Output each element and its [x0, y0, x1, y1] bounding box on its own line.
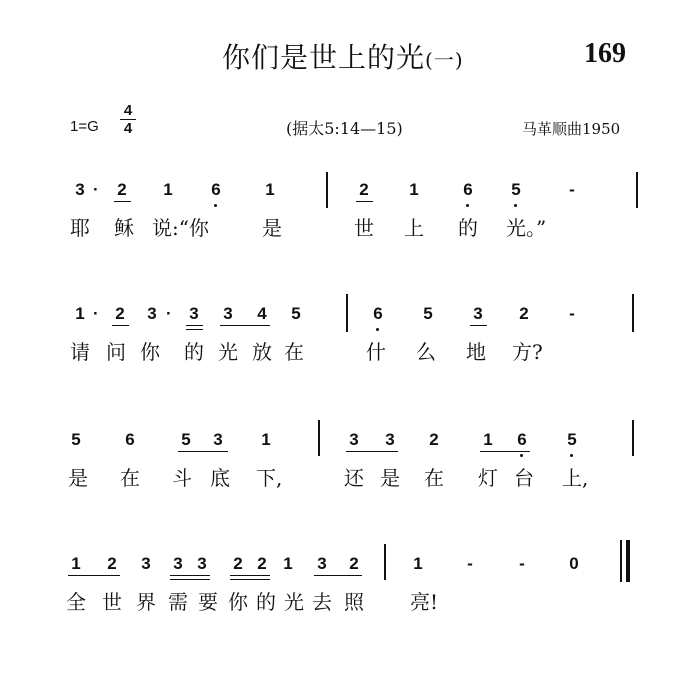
note: 3: [223, 304, 233, 323]
lyric: 斗: [172, 466, 192, 490]
final-bar-thin: [620, 540, 622, 582]
lyric: 还: [344, 466, 364, 490]
dot-augmentation: ·: [93, 180, 99, 199]
note: 6: [125, 430, 135, 449]
lyric: 的: [458, 216, 478, 240]
lyric: 光: [284, 590, 304, 614]
scripture-reference: (据太5:14—15): [286, 119, 403, 138]
bar-line: [326, 172, 328, 208]
bar-line: [318, 420, 320, 456]
underline: [480, 451, 530, 452]
note: 3: [141, 554, 151, 573]
note: 2: [117, 180, 127, 199]
note: 5: [567, 430, 577, 449]
lyric: 在: [284, 340, 304, 364]
underline: [178, 451, 228, 452]
lyric: 底: [210, 466, 230, 490]
dot-augmentation: ·: [166, 304, 172, 323]
lyric: 去: [312, 590, 332, 614]
underline: [220, 325, 270, 326]
lyric: 说:“你: [152, 216, 209, 240]
lyric: 问: [106, 340, 126, 364]
page-title: 你们是世上的光(一): [222, 41, 464, 74]
bar-line: [636, 172, 638, 208]
bar-line: [632, 294, 634, 332]
underline: [186, 325, 203, 326]
note: 2: [233, 554, 243, 573]
dash: -: [519, 554, 525, 573]
note: 0: [569, 554, 579, 573]
lyric: 地: [466, 340, 486, 364]
note: 6: [463, 180, 473, 199]
note: 5: [423, 304, 433, 323]
dash: -: [569, 180, 575, 199]
lyric: 台: [514, 466, 534, 490]
note: 3: [75, 180, 85, 199]
lyric: 照: [344, 590, 364, 614]
lyric: 方?: [512, 340, 543, 364]
lyric: 亮!: [410, 590, 439, 614]
lyric: 耶: [70, 216, 90, 240]
title-suffix: (一): [425, 48, 464, 72]
note: 2: [257, 554, 267, 573]
note: 2: [349, 554, 359, 573]
underline: [356, 201, 373, 202]
underline: [230, 579, 270, 580]
note: 5: [291, 304, 301, 323]
lyric: 上,: [562, 466, 589, 490]
lyric: 光: [218, 340, 238, 364]
note: 2: [429, 430, 439, 449]
note: 2: [115, 304, 125, 323]
lyric: 光。”: [506, 216, 547, 240]
note: 3: [197, 554, 207, 573]
lyric: 下,: [256, 466, 283, 490]
lyric: 灯: [478, 466, 498, 490]
note: 3: [189, 304, 199, 323]
dash: -: [569, 304, 575, 323]
lyric: 的: [184, 340, 204, 364]
underline: [186, 329, 203, 330]
lyric: 需: [168, 590, 188, 614]
note: 3: [173, 554, 183, 573]
underline: [68, 575, 120, 576]
lyric: 的: [256, 590, 276, 614]
bar-line: [384, 544, 386, 580]
lyric: 是: [68, 466, 88, 490]
lyric: 世: [102, 590, 122, 614]
underline: [170, 579, 210, 580]
lower-octave-dot: [466, 204, 469, 207]
note: 1: [75, 304, 85, 323]
underline: [230, 575, 270, 576]
lyric: 上: [404, 216, 424, 240]
lower-octave-dot: [520, 454, 523, 457]
note: 1: [483, 430, 493, 449]
meter-bottom: 4: [120, 119, 136, 137]
underline: [470, 325, 487, 326]
note: 1: [163, 180, 173, 199]
underline: [112, 325, 129, 326]
note: 2: [107, 554, 117, 573]
lyric: 全: [66, 590, 86, 614]
note: 5: [71, 430, 81, 449]
time-signature: [120, 102, 136, 137]
lyric: 是: [262, 216, 282, 240]
underline: [346, 451, 398, 452]
note: 1: [265, 180, 275, 199]
note: 3: [349, 430, 359, 449]
note: 1: [283, 554, 293, 573]
lyric: 你: [228, 590, 248, 614]
bar-line: [346, 294, 348, 332]
meter-top: 4: [123, 102, 133, 119]
lower-octave-dot: [514, 204, 517, 207]
lower-octave-dot: [570, 454, 573, 457]
note: 6: [211, 180, 221, 199]
note: 1: [71, 554, 81, 573]
note: 3: [317, 554, 327, 573]
note: 1: [413, 554, 423, 573]
lyric: 世: [354, 216, 374, 240]
lyric: 要: [198, 590, 218, 614]
note: 3: [213, 430, 223, 449]
lyric: 放: [252, 340, 272, 364]
note: 1: [409, 180, 419, 199]
lyric: 在: [120, 466, 140, 490]
lyric: 是: [380, 466, 400, 490]
bar-line: [632, 420, 634, 456]
lyric: 在: [424, 466, 444, 490]
underline: [314, 575, 362, 576]
lyric: 稣: [114, 216, 134, 240]
note: 6: [517, 430, 527, 449]
lyric: 什: [366, 340, 386, 364]
page-number: 169: [584, 38, 626, 69]
note: 2: [519, 304, 529, 323]
lower-octave-dot: [376, 328, 379, 331]
dash: -: [467, 554, 473, 573]
note: 3: [147, 304, 157, 323]
underline: [170, 575, 210, 576]
note: 1: [261, 430, 271, 449]
dot-augmentation: ·: [93, 304, 99, 323]
key-signature: 1=G: [70, 118, 99, 135]
note: 5: [511, 180, 521, 199]
note: 3: [473, 304, 483, 323]
note: 5: [181, 430, 191, 449]
lower-octave-dot: [214, 204, 217, 207]
underline: [114, 201, 131, 202]
lyric: 你: [140, 340, 160, 364]
note: 2: [359, 180, 369, 199]
note: 6: [373, 304, 383, 323]
note: 3: [385, 430, 395, 449]
lyric: 请: [70, 340, 90, 364]
composer-credit: 马革顺曲1950: [522, 120, 621, 138]
lyric: 么: [416, 340, 436, 364]
lyric: 界: [136, 590, 156, 614]
final-bar-thick: [626, 540, 630, 582]
note: 4: [257, 304, 267, 323]
